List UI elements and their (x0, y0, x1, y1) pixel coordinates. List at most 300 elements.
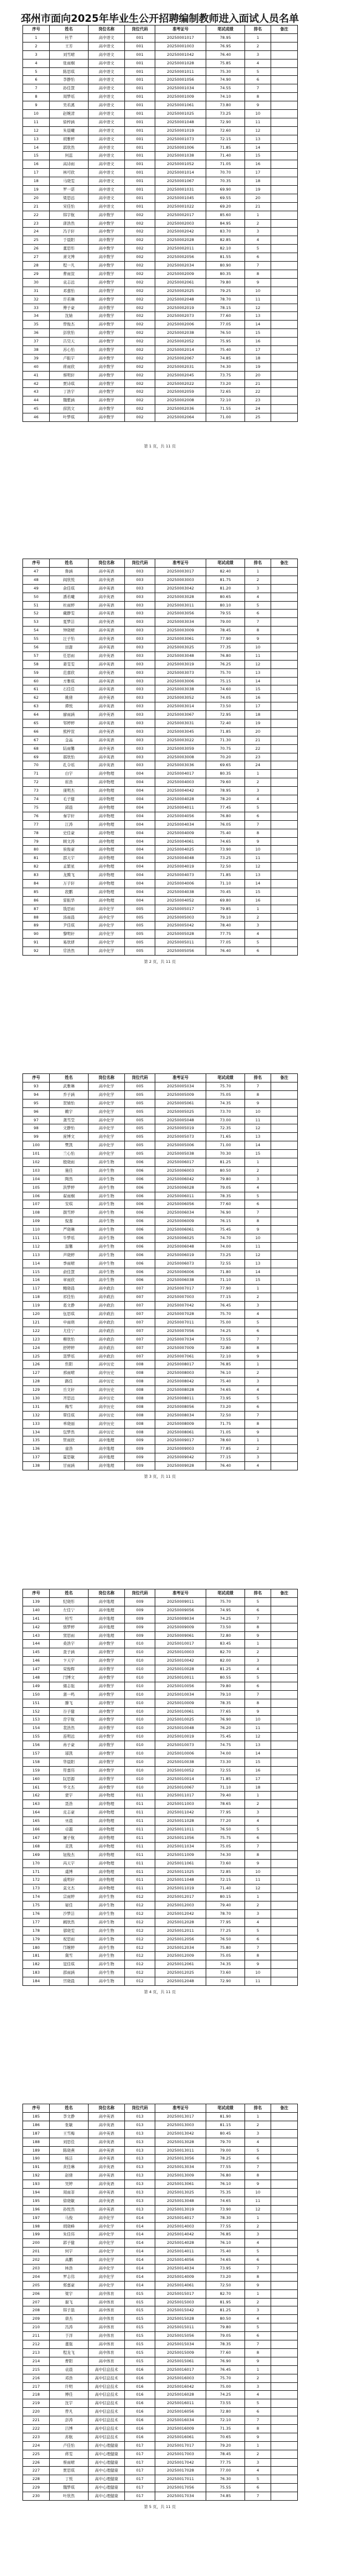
cell-name: 魏梦琪 (50, 2484, 89, 2492)
cell-name: 周梦瑶 (50, 93, 89, 101)
cell-remark (271, 2273, 298, 2282)
cell-name: 纪晓彤 (50, 1598, 89, 1606)
cell-rank: 4 (245, 236, 271, 245)
cell-position-code: 002 (125, 413, 155, 422)
cell-name: 蒋雨欣 (50, 363, 89, 372)
cell-remark (271, 602, 298, 610)
cell-position-code: 005 (125, 1099, 155, 1108)
table-row (23, 2425, 298, 2433)
cell-position: 高中数学 (89, 1691, 125, 1699)
cell-rank: 8 (245, 2172, 271, 2180)
cell-index: 84 (23, 880, 50, 888)
header-score: 笔试成绩 (206, 1589, 245, 1598)
cell-position-code: 008 (125, 1361, 155, 1369)
cell-score: 82.10 (206, 245, 245, 253)
cell-name: 傅佳 (50, 2391, 89, 2399)
cell-index: 205 (23, 2282, 50, 2290)
cell-position-code: 006 (125, 1200, 155, 1209)
cell-ticket-number: 20250012056 (155, 1935, 206, 1944)
cell-index: 188 (23, 2138, 50, 2147)
table-row (23, 1901, 298, 1910)
cell-index: 143 (23, 1632, 50, 1640)
table-row (23, 1192, 298, 1201)
header-name: 姓名 (50, 2104, 89, 2113)
cell-ticket-number: 20250009061 (155, 1632, 206, 1640)
cell-index: 49 (23, 585, 50, 593)
cell-name: 彭欣怡 (50, 329, 89, 338)
cell-position: 高中英语 (89, 2180, 125, 2189)
cell-position: 高中地理 (89, 1632, 125, 1640)
cell-rank: 8 (245, 1091, 271, 1099)
cell-rank: 2 (245, 2121, 271, 2130)
cell-position: 高中数学 (89, 1708, 125, 1716)
table-row (23, 2130, 298, 2138)
cell-index: 17 (23, 169, 50, 177)
cell-index: 76 (23, 812, 50, 821)
table-row (23, 2239, 298, 2248)
table-row (23, 1285, 298, 1293)
cell-position: 高中信息技术 (89, 2383, 125, 2391)
cell-position-code: 015 (125, 2315, 155, 2323)
cell-ticket-number: 20250010028 (155, 1665, 206, 1674)
cell-remark (271, 694, 298, 702)
cell-position: 高中生物 (89, 1184, 125, 1192)
cell-remark (271, 947, 298, 956)
cell-position-code: 010 (125, 1767, 155, 1775)
cell-score: 75.70 (206, 2374, 245, 2383)
cell-index: 14 (23, 144, 50, 152)
cell-remark (271, 203, 298, 211)
cell-name: 王芳 (50, 42, 89, 51)
cell-position-code: 009 (125, 1462, 155, 1470)
cell-position: 高中英语 (89, 2197, 125, 2206)
cell-position: 高中政治 (89, 1285, 125, 1293)
cell-position-code: 002 (125, 228, 155, 236)
cell-score: 76.90 (206, 1209, 245, 1217)
cell-index: 125 (23, 1353, 50, 1361)
cell-position-code: 010 (125, 1758, 155, 1767)
cell-index: 43 (23, 388, 50, 396)
cell-ticket-number: 20250012017 (155, 1893, 206, 1901)
cell-remark (271, 804, 298, 812)
cell-name: 陈思琪 (50, 68, 89, 76)
cell-rank: 4 (245, 1310, 271, 1319)
cell-score: 73.00 (206, 1116, 245, 1125)
header-remark: 备注 (271, 1589, 298, 1598)
cell-rank: 12 (245, 304, 271, 313)
cell-score: 79.10 (206, 914, 245, 922)
cell-position-code: 004 (125, 846, 155, 854)
cell-ticket-number: 20250012042 (155, 1910, 206, 1918)
table-row (23, 1133, 298, 1141)
cell-name: 洪梦婷 (50, 1184, 89, 1192)
cell-ticket-number: 20250001061 (155, 101, 206, 110)
cell-index: 182 (23, 1960, 50, 1969)
table-row (23, 1598, 298, 1606)
cell-score: 76.40 (206, 947, 245, 956)
cell-position-code: 005 (125, 1141, 155, 1150)
header-index: 序号 (23, 2104, 50, 2113)
cell-rank: 2 (245, 1167, 271, 1175)
cell-position: 高中物理 (89, 778, 125, 787)
cell-score: 72.80 (206, 1632, 245, 1640)
cell-rank: 1 (245, 1285, 271, 1293)
cell-ticket-number: 20250002009 (155, 270, 206, 279)
cell-remark (271, 2349, 298, 2357)
cell-position: 高中政治 (89, 1310, 125, 1319)
cell-position-code: 007 (125, 1293, 155, 1302)
cell-index: 199 (23, 2231, 50, 2239)
cell-score: 76.40 (206, 1462, 245, 1470)
cell-remark (271, 1716, 298, 1724)
cell-position: 高中语文 (89, 51, 125, 59)
cell-remark (271, 1260, 298, 1268)
cell-index: 208 (23, 2306, 50, 2315)
cell-score: 80.65 (206, 593, 245, 602)
cell-position-code: 004 (125, 854, 155, 863)
cell-ticket-number: 20250004028 (155, 795, 206, 804)
cell-remark (271, 1200, 298, 1209)
cell-score: 78.40 (206, 922, 245, 930)
cell-ticket-number: 20250015028 (155, 2315, 206, 2323)
cell-name: 吴若溪 (50, 101, 89, 110)
cell-rank: 2 (245, 1800, 271, 1809)
cell-remark (271, 897, 298, 905)
cell-ticket-number: 20250004061 (155, 838, 206, 846)
cell-index: 127 (23, 1369, 50, 1378)
cell-position-code: 014 (125, 2239, 155, 2248)
cell-score: 70.70 (206, 169, 245, 177)
cell-rank: 14 (245, 880, 271, 888)
cell-rank: 3 (245, 2130, 271, 2138)
cell-position-code: 013 (125, 2147, 155, 2155)
cell-ticket-number: 20250002073 (155, 312, 206, 321)
cell-name: 尹佳琪 (50, 922, 89, 930)
cell-name: 叶梦琪 (50, 413, 89, 422)
cell-name: 戚明轩 (50, 1876, 89, 1884)
cell-index: 11 (23, 118, 50, 127)
cell-score: 81.95 (206, 2299, 245, 2307)
cell-rank: 15 (245, 685, 271, 694)
cell-score: 77.90 (206, 1285, 245, 1293)
table-row (23, 930, 298, 939)
cell-position-code: 005 (125, 1116, 155, 1125)
cell-ticket-number: 20250007042 (155, 1302, 206, 1310)
cell-score: 77.55 (206, 2163, 245, 2172)
cell-score: 70.75 (206, 745, 245, 753)
cell-position: 高中生物 (89, 1175, 125, 1184)
cell-position-code: 013 (125, 2121, 155, 2130)
cell-ticket-number: 20250002028 (155, 236, 206, 245)
cell-score: 71.85 (206, 1775, 245, 1784)
cell-position-code: 016 (125, 2408, 155, 2416)
cell-position-code: 009 (125, 1623, 155, 1632)
cell-position-code: 005 (125, 905, 155, 914)
cell-ticket-number: 20250010073 (155, 1741, 206, 1750)
cell-index: 42 (23, 380, 50, 389)
cell-remark (271, 2450, 298, 2459)
table-row (23, 169, 298, 177)
cell-rank: 2 (245, 2223, 271, 2231)
cell-index: 156 (23, 1741, 50, 1750)
cell-position: 高中语文 (89, 76, 125, 84)
cell-score: 71.65 (206, 1133, 245, 1141)
cell-position: 高中数学 (89, 329, 125, 338)
header-index: 序号 (23, 559, 50, 568)
cell-name: 沈宇 (50, 2399, 89, 2408)
cell-index: 88 (23, 914, 50, 922)
cell-ticket-number: 20250001014 (155, 169, 206, 177)
cell-name: 庞博文 (50, 1133, 89, 1141)
cell-ticket-number: 20250013061 (155, 2180, 206, 2189)
cell-name: 荣俊辉 (50, 1665, 89, 1674)
cell-rank: 5 (245, 1192, 271, 1201)
cell-ticket-number: 20250015009 (155, 2349, 206, 2357)
table-row (23, 1884, 298, 1893)
cell-index: 71 (23, 770, 50, 778)
cell-rank: 5 (245, 1927, 271, 1935)
cell-name: 雷振华 (50, 897, 89, 905)
cell-name: 卢振宇 (50, 355, 89, 363)
cell-position-code: 010 (125, 1640, 155, 1648)
cell-index: 33 (23, 304, 50, 313)
cell-rank: 9 (245, 838, 271, 846)
cell-position: 高中生物 (89, 1910, 125, 1918)
table-row (23, 610, 298, 618)
cell-position-code: 012 (125, 1901, 155, 1910)
cell-position-code: 006 (125, 1192, 155, 1201)
cell-rank: 6 (245, 2155, 271, 2163)
cell-remark (271, 770, 298, 778)
cell-name: 翟雨桐 (50, 1192, 89, 1201)
cell-name: 聂浩 (50, 1800, 89, 1809)
cell-rank: 13 (245, 1741, 271, 1750)
cell-rank: 16 (245, 338, 271, 346)
cell-name: 张敏 (50, 2121, 89, 2130)
cell-rank: 6 (245, 812, 271, 821)
table-row (23, 355, 298, 363)
cell-score: 75.40 (206, 829, 245, 838)
cell-name: 程一凡 (50, 262, 89, 270)
cell-index: 55 (23, 635, 50, 644)
header-remark: 备注 (271, 25, 298, 34)
cell-index: 228 (23, 2475, 50, 2484)
cell-name: 林浩 (50, 2265, 89, 2273)
cell-index: 80 (23, 846, 50, 854)
cell-remark (271, 329, 298, 338)
cell-index: 150 (23, 1691, 50, 1699)
table-row (23, 593, 298, 602)
cell-position-code: 009 (125, 1453, 155, 1462)
cell-position-code: 015 (125, 2306, 155, 2315)
table-header-row (23, 25, 298, 34)
cell-name: 许明 (50, 2383, 89, 2391)
table-row (23, 1436, 298, 1445)
table-row (23, 2492, 298, 2501)
cell-score: 75.40 (206, 2248, 245, 2256)
cell-index: 217 (23, 2383, 50, 2391)
cell-ticket-number: 20250013028 (155, 2138, 206, 2147)
table-row (23, 829, 298, 838)
cell-position: 高中化学 (89, 2214, 125, 2223)
table-row (23, 1175, 298, 1184)
cell-ticket-number: 20250004009 (155, 829, 206, 838)
cell-position: 高中数学 (89, 380, 125, 389)
cell-remark (271, 871, 298, 880)
cell-name: 邬凯 (50, 1750, 89, 1758)
cell-position-code: 002 (125, 396, 155, 405)
cell-rank: 1 (245, 1893, 271, 1901)
cell-ticket-number: 20250014017 (155, 2214, 206, 2223)
cell-rank: 10 (245, 1108, 271, 1116)
cell-ticket-number: 20250003036 (155, 761, 206, 770)
cell-ticket-number: 20250010061 (155, 1708, 206, 1716)
cell-rank: 7 (245, 1691, 271, 1699)
cell-position: 高中物理 (89, 1792, 125, 1800)
cell-name: 冯涛 (50, 2323, 89, 2332)
table-row (23, 838, 298, 846)
cell-rank: 2 (245, 1293, 271, 1302)
cell-index: 67 (23, 736, 50, 745)
cell-score: 76.25 (206, 661, 245, 669)
cell-position: 高中物理 (89, 1834, 125, 1843)
cell-position-code: 017 (125, 2492, 155, 2501)
cell-rank: 9 (245, 1632, 271, 1640)
cell-position-code: 003 (125, 568, 155, 576)
cell-remark (271, 1327, 298, 1336)
table-row (23, 1716, 298, 1724)
cell-remark (271, 787, 298, 795)
cell-remark (271, 1378, 298, 1386)
cell-remark (271, 2290, 298, 2299)
cell-score: 77.15 (206, 1293, 245, 1302)
cell-score: 79.60 (206, 778, 245, 787)
cell-remark (271, 1192, 298, 1201)
cell-rank: 6 (245, 2256, 271, 2265)
cell-remark (271, 262, 298, 270)
table-row (23, 2290, 298, 2299)
cell-position: 高中化学 (89, 1141, 125, 1150)
cell-score: 73.55 (206, 1336, 245, 1344)
cell-score: 75.70 (206, 669, 245, 678)
cell-rank: 7 (245, 1209, 271, 1217)
cell-position-code: 003 (125, 593, 155, 602)
table-row (23, 253, 298, 262)
cell-position-code: 001 (125, 76, 155, 84)
table-row (23, 372, 298, 380)
cell-index: 18 (23, 177, 50, 186)
cell-name: 范嘉欣 (50, 669, 89, 678)
table-row (23, 1834, 298, 1843)
cell-score: 82.00 (206, 1657, 245, 1665)
cell-index: 148 (23, 1674, 50, 1682)
table-row (23, 1108, 298, 1116)
cell-ticket-number: 20250015003 (155, 2299, 206, 2307)
cell-score: 77.65 (206, 1708, 245, 1716)
cell-ticket-number: 20250014042 (155, 2231, 206, 2239)
cell-name: 严晓琳 (50, 1226, 89, 1234)
cell-position-code: 002 (125, 236, 155, 245)
cell-index: 21 (23, 203, 50, 211)
cell-position: 高中生物 (89, 1927, 125, 1935)
cell-rank: 2 (245, 778, 271, 787)
cell-position-code: 005 (125, 1150, 155, 1158)
header-name: 姓名 (50, 559, 89, 568)
cell-index: 36 (23, 329, 50, 338)
cell-position-code: 001 (125, 135, 155, 144)
cell-index: 184 (23, 1977, 50, 1986)
cell-index: 1 (23, 34, 50, 42)
cell-position: 高中英语 (89, 736, 125, 745)
cell-index: 109 (23, 1217, 50, 1226)
cell-name: 郑嘉豪 (50, 2282, 89, 2290)
cell-name: 窦思雨 (50, 1632, 89, 1640)
cell-score: 78.95 (206, 787, 245, 795)
cell-position-code: 006 (125, 1234, 155, 1243)
cell-score: 71.00 (206, 1141, 245, 1150)
cell-name: 谷子健 (50, 1708, 89, 1716)
cell-name: 苏心怡 (50, 346, 89, 355)
cell-ticket-number: 20250007003 (155, 1293, 206, 1302)
cell-name: 任思雨 (50, 652, 89, 661)
cell-rank: 10 (245, 2189, 271, 2197)
cell-name: 乔子涵 (50, 1091, 89, 1099)
table-row (23, 846, 298, 854)
cell-position-code: 010 (125, 1708, 155, 1716)
cell-position: 高中英语 (89, 652, 125, 661)
cell-ticket-number: 20250003017 (155, 568, 206, 576)
header-position: 岗位名称 (89, 559, 125, 568)
cell-score: 78.45 (206, 2450, 245, 2459)
cell-rank: 17 (245, 346, 271, 355)
cell-position-code: 013 (125, 2130, 155, 2138)
cell-name: 霍思敏 (50, 1453, 89, 1462)
cell-position-code: 003 (125, 736, 155, 745)
table-row (23, 669, 298, 678)
cell-rank: 19 (245, 719, 271, 728)
cell-position-code: 001 (125, 194, 155, 203)
cell-score: 71.85 (206, 871, 245, 880)
table-row (23, 2408, 298, 2416)
cell-score: 74.35 (206, 1099, 245, 1108)
table-row (23, 922, 298, 930)
table-row (23, 702, 298, 711)
cell-rank: 10 (245, 110, 271, 118)
cell-rank: 3 (245, 787, 271, 795)
cell-index: 35 (23, 321, 50, 329)
cell-name: 邝婉婷 (50, 1944, 89, 1952)
cell-remark (271, 2121, 298, 2130)
cell-rank: 6 (245, 2484, 271, 2492)
header-ticket-number: 准考证号 (155, 559, 206, 568)
cell-position-code: 002 (125, 329, 155, 338)
cell-position: 高中数学 (89, 346, 125, 355)
cell-index: 218 (23, 2391, 50, 2399)
cell-name: 田甜 (50, 644, 89, 652)
cell-score: 73.20 (206, 2273, 245, 2282)
cell-rank: 1 (245, 2290, 271, 2299)
cell-ticket-number: 20250005061 (155, 1099, 206, 1108)
cell-name: 焦阳 (50, 1361, 89, 1369)
cell-score: 81.55 (206, 253, 245, 262)
cell-score: 77.95 (206, 1918, 245, 1927)
table-row (23, 1648, 298, 1657)
cell-name: 查子涵 (50, 1648, 89, 1657)
cell-name: 蒲一鸣 (50, 1691, 89, 1699)
cell-remark (271, 1082, 298, 1091)
cell-name: 宋佳怡 (50, 203, 89, 211)
cell-name: 路佳 (50, 1378, 89, 1386)
